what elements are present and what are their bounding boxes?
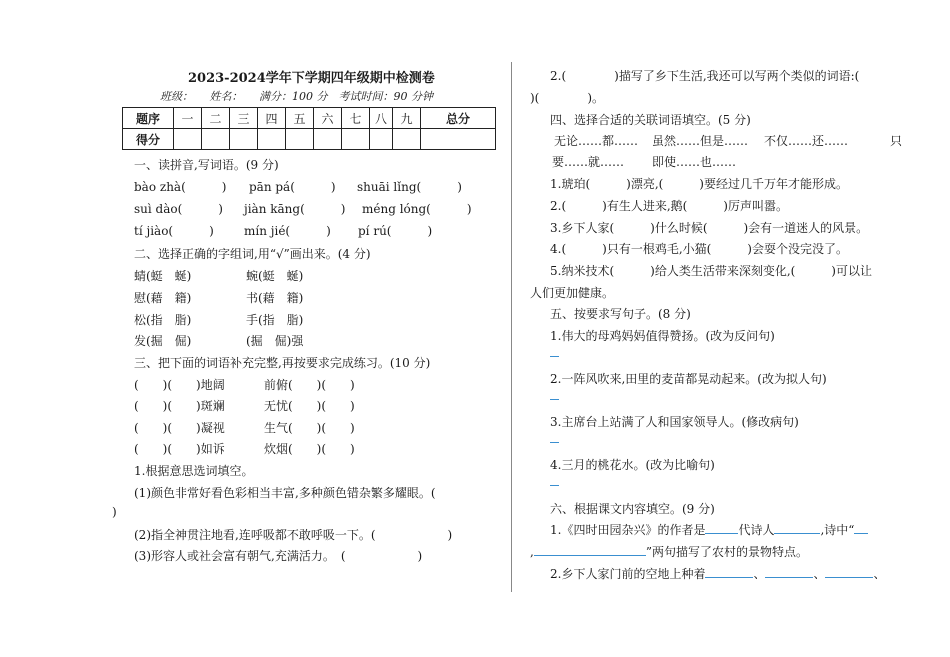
blank-line[interactable] (705, 522, 738, 534)
page-title: 2023-2024学年下学期四年级期中检测卷 (188, 71, 435, 86)
sentence-item: 2.一阵风吹来,田里的麦苗都晃动起来。(改为拟人句) (550, 372, 827, 386)
choice-item[interactable]: 发(掘 倔) (134, 334, 192, 348)
section-4-heading: 四、选择合适的关联词语填空。(5 分) (550, 113, 751, 127)
choice-item[interactable]: (掘 倔)强 (246, 334, 304, 348)
choice-item[interactable]: 慰(藉 籍) (134, 291, 192, 305)
blank-line[interactable] (705, 566, 753, 578)
question-text[interactable]: (1)颜色非常好看色彩相当丰富,多种颜色错杂繁多耀眼。( (134, 486, 436, 500)
poem-question (550, 521, 868, 538)
question-text: 1.根据意思选词填空。 (134, 464, 254, 478)
score-cell[interactable] (421, 129, 496, 150)
conjunction-option: 无论……都…… (554, 134, 639, 148)
choice-item[interactable]: 蜻(蜓 蜒) (134, 269, 192, 283)
score-cell[interactable] (286, 129, 314, 150)
pinyin-item[interactable]: suì dào( ) (134, 202, 223, 216)
fill-item[interactable]: 3.乡下人家( )什么时候( )会有一道迷人的风景。 (550, 221, 869, 235)
table-cell: 六 (314, 108, 342, 129)
score-cell[interactable] (393, 129, 421, 150)
question-text: ,诗中“ (820, 523, 855, 537)
score-cell[interactable] (230, 129, 258, 150)
question-text: ) (112, 505, 117, 519)
pinyin-item[interactable]: méng lóng( ) (362, 202, 472, 216)
score-cell[interactable] (174, 129, 202, 150)
conjunction-option: 不仅……还…… (764, 134, 849, 148)
pinyin-item[interactable]: bào zhà( ) (134, 180, 227, 194)
question-text: 2.乡下人家门前的空地上种着 (550, 567, 706, 581)
blank-line[interactable] (854, 522, 868, 534)
question-text: 1.《四时田园杂兴》的作者是 (550, 523, 706, 537)
score-table (122, 107, 496, 150)
table-cell: 题序 (123, 108, 174, 129)
table-cell: 五 (286, 108, 314, 129)
idiom-item[interactable]: 无忧( )( ) (264, 399, 355, 413)
idiom-item[interactable]: ( )( )凝视 (134, 421, 225, 435)
idiom-item[interactable]: 前俯( )( ) (264, 378, 355, 392)
sentence-item: 3.主席台上站满了人和国家领导人。(修改病句) (550, 415, 799, 429)
answer-line[interactable] (550, 356, 559, 357)
pinyin-item[interactable]: pí rú( ) (358, 224, 433, 238)
sentence-item: 4.三月的桃花水。(改为比喻句) (550, 458, 715, 472)
blank-line[interactable] (765, 566, 813, 578)
table-cell: 八 (370, 108, 393, 129)
pinyin-item[interactable]: tí jiào( ) (134, 224, 214, 238)
idiom-item[interactable]: ( )( )斑斓 (134, 399, 225, 413)
question-text[interactable]: )( )。 (530, 91, 605, 105)
idiom-item[interactable]: 生气( )( ) (264, 421, 355, 435)
pinyin-item[interactable]: pān pá( ) (249, 180, 336, 194)
table-cell: 三 (230, 108, 258, 129)
conjunction-option: 只 (890, 134, 903, 148)
choice-item[interactable]: 松(指 脂) (134, 313, 192, 327)
choice-item[interactable]: 书(藉 籍) (246, 291, 304, 305)
fill-item[interactable]: 2.( )有生人进来,鹅( )厉声叫嚣。 (550, 199, 788, 213)
section-1-heading: 一、读拼音,写词语。(9 分) (134, 158, 279, 172)
section-3-heading: 三、把下面的词语补充完整,再按要求完成练习。(10 分) (134, 356, 431, 370)
conjunction-option: 要……就…… (552, 155, 625, 169)
separator: 、 (753, 567, 766, 581)
separator: 、 (813, 567, 826, 581)
table-cell: 四 (258, 108, 286, 129)
pinyin-item[interactable]: mín jié( ) (244, 224, 331, 238)
fill-item[interactable]: 5.纳米技术( )给人类生活带来深刻变化,( )可以让 (550, 264, 872, 278)
poem-question-cont (530, 543, 808, 560)
answer-line[interactable] (550, 442, 559, 443)
score-table-header-row (123, 108, 496, 129)
section-6-heading: 六、根据课文内容填空。(9 分) (550, 502, 715, 516)
sentence-item: 1.伟大的母鸡妈妈值得赞扬。(改为反问句) (550, 329, 775, 343)
section-5-heading: 五、按要求写句子。(8 分) (550, 307, 691, 321)
conjunction-option: 虽然……但是…… (652, 134, 749, 148)
table-cell: 二 (202, 108, 230, 129)
pinyin-item[interactable]: jiàn kāng( ) (244, 202, 346, 216)
answer-line[interactable] (550, 399, 559, 400)
fill-item[interactable]: 4.( )只有一根鸡毛,小猫( )会耍个没完没了。 (550, 242, 848, 256)
blank-line[interactable] (774, 522, 820, 534)
column-divider (511, 62, 512, 592)
exam-info: 班级： 姓名： 满分：100 分 考试时间：90 分钟 (160, 90, 433, 103)
conjunction-option: 即使……也…… (652, 155, 737, 169)
score-cell[interactable] (342, 129, 370, 150)
score-cell[interactable] (314, 129, 342, 150)
table-cell: 一 (174, 108, 202, 129)
question-text[interactable]: 2.( )描写了乡下生活,我还可以写两个类似的词语:( (550, 69, 860, 83)
blank-line[interactable] (825, 566, 873, 578)
table-cell: 总分 (421, 108, 496, 129)
score-cell[interactable] (258, 129, 286, 150)
section-2-heading: 二、选择正确的字组词,用“√”画出来。(4 分) (134, 247, 371, 261)
separator: 、 (873, 567, 886, 581)
choice-item[interactable]: 手(指 脂) (246, 313, 304, 327)
table-cell: 九 (393, 108, 421, 129)
idiom-item[interactable]: 炊烟( )( ) (264, 442, 355, 456)
score-cell[interactable] (202, 129, 230, 150)
fill-item[interactable]: 1.琥珀( )漂亮,( )要经过几千万年才能形成。 (550, 177, 848, 191)
answer-line[interactable] (550, 485, 559, 486)
question-text: 代诗人 (738, 523, 775, 537)
table-cell: 得分 (123, 129, 174, 150)
question-text[interactable]: (3)形容人或社会富有朝气,充满活力。 ( ) (134, 549, 423, 563)
choice-item[interactable]: 蜿(蜓 蜒) (246, 269, 304, 283)
score-cell[interactable] (370, 129, 393, 150)
blank-line[interactable] (534, 544, 646, 556)
idiom-item[interactable]: ( )( )如诉 (134, 442, 225, 456)
idiom-item[interactable]: ( )( )地阔 (134, 378, 225, 392)
pinyin-item[interactable]: shuāi lǐng( ) (357, 180, 462, 194)
question-text: ”两句描写了农村的景物特点。 (645, 545, 808, 559)
score-table-score-row (123, 129, 496, 150)
question-text[interactable]: (2)指全神贯注地看,连呼吸都不敢呼吸一下。( ) (134, 528, 453, 542)
question-text: , (530, 545, 534, 559)
table-cell: 七 (342, 108, 370, 129)
garden-question (550, 565, 886, 582)
fill-item-continuation: 人们更加健康。 (530, 286, 615, 300)
